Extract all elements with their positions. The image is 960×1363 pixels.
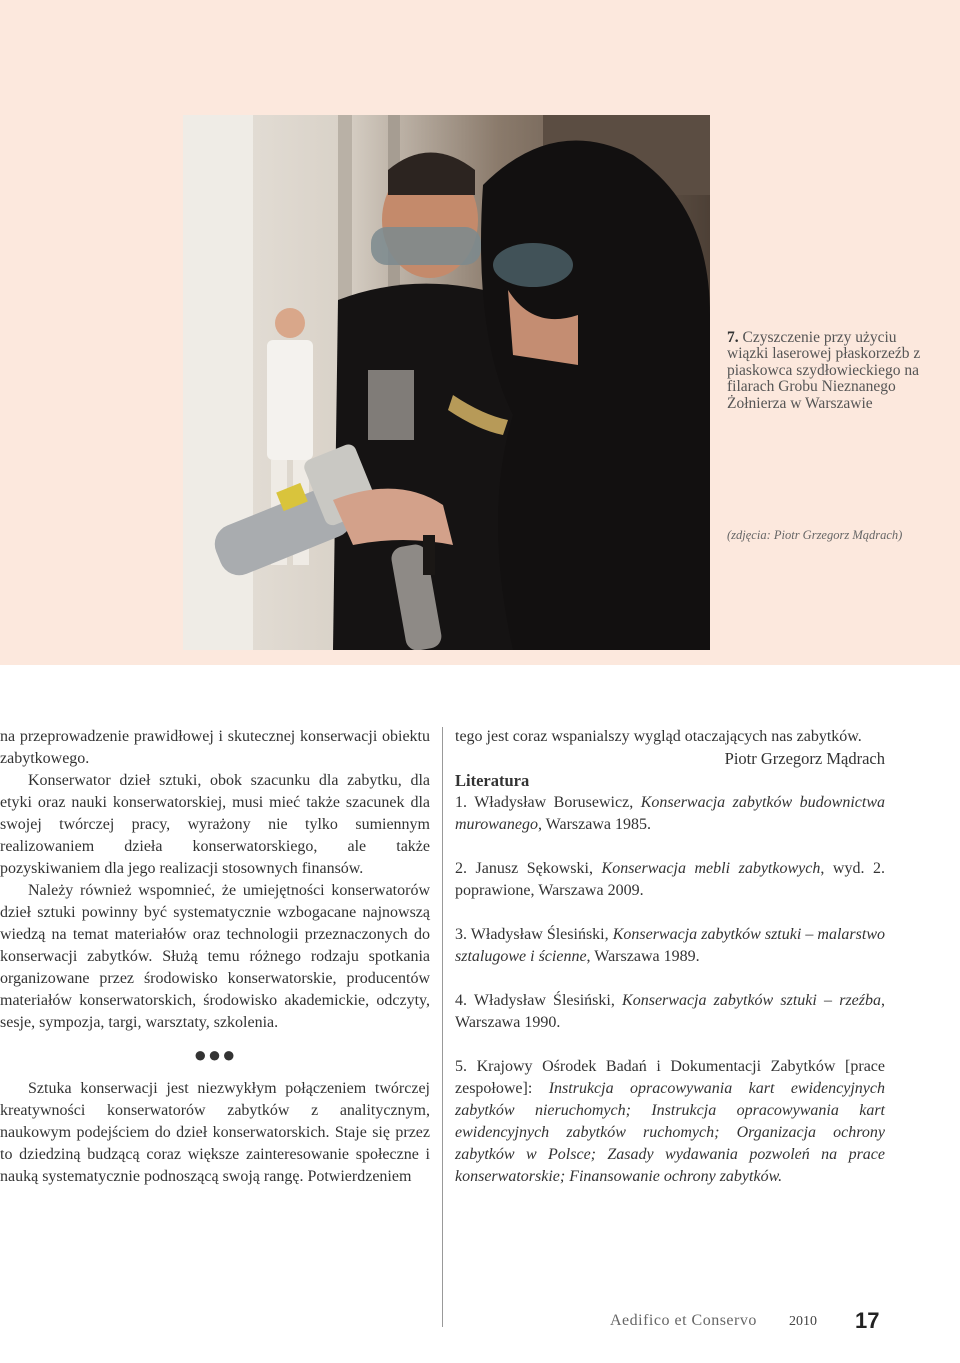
photo-credit: (zdjęcia: Piotr Grzegorz Mądrach) [727,528,903,542]
footer-year: 2010 [789,1314,817,1329]
reference-item [455,990,885,1034]
photo-laser-cleaning [183,115,710,650]
left-column [0,726,430,1188]
caption-number: 7. [727,329,739,346]
left-paragraph-4: Sztuka konserwacji jest niezwykłym połączeniem twórczej kreatywności konserwatorów zabytków z analitycznym, naukowym podejściem do dzieł konserwatorskich. Staje się przez to dziedziną budzącą coraz większe zainteresowanie społeczne i nauką systematycznie podnoszącą swoją rangę. Potwierdzeniem [0,1080,430,1185]
right-column [455,726,885,1210]
reference-item [455,858,885,902]
reference-title: Konserwacja mebli zabytkowych [601,860,821,877]
footer-journal-name: Aedifico et Conservo [610,1312,757,1329]
reference-author: 3. Władysław Ślesiński, [455,926,613,943]
photo-caption [727,330,927,412]
left-paragraph-2: Konserwator dzieł sztuki, obok szacunku dla zabytku, dla etyki oraz nauki konserwatorskiej, musi mieć także szacunek dla swojej twórczej pracy, wyrażony nie tylko sumiennym realizowaniem dzieła konserwatorskiego, ale także pozyskiwaniem dla jego realizacji stosownych finansów. [0,772,430,877]
column-divider [442,727,443,1327]
reference-author: 5. Krajowy Ośrodek Badań i Dokumentacji Zabytków [prace zespołowe]: [455,1058,885,1097]
reference-author: 2. Janusz Sękowski, [455,860,602,877]
section-separator: ●●● [193,1042,237,1067]
reference-details: , Warszawa 1989. [586,948,700,965]
reference-item [455,1056,885,1188]
reference-title: Instrukcja opracowywania kart ewidencyjnych zabytków nieruchomych; Instrukcja opracowywania kart ewidencyjnych zabytków ruchomych; Organizacja ochrony zabytków w Polsce; Zasady wydawania pozwoleń na prace konserwatorskie; Finansowanie ochrony zabytków. [455,1080,885,1185]
author-signature: Piotr Grzegorz Mądrach [724,749,885,768]
reference-title: Konserwacja zabytków sztuki – rzeźba [622,992,882,1009]
photo-illustration [183,115,710,650]
reference-author: 4. Władysław Ślesiński, [455,992,623,1009]
left-paragraph-3: Należy również wspomnieć, że umiejętności konserwatorów dzieł sztuki powinny być systematycznie wzbogacane najnowszą wiedzą na temat materiałów oraz technologii przeznaczonych do konserwacji zabytków. Służą temu różnego rodzaju spotkania organizowane przez środowisko konserwatorskie, producentów materiałów konserwatorskich, środowisko akademickie, odczyty, sesje, sympozja, targi, warsztaty, szkolenia. [0,882,430,1031]
reference-author: 1. Władysław Borusewicz, [455,794,641,811]
reference-details: , Warszawa 1990. [455,992,886,1031]
literature-heading: Literatura [455,771,530,790]
caption-text: Czyszczenie przy użyciu wiązki laserowej płaskorzeźb z piaskowca szydłowieckiego na filarach Grobu Nieznanego Żołnierza w Warszawie [727,329,921,412]
reference-title: Konserwacja zabytków budownictwa murowanego [455,794,886,833]
left-paragraph-1: na przeprowadzenie prawidłowej i skutecznej konserwacji obiektu zabytkowego. [0,728,430,767]
right-paragraph-1: tego jest coraz wspanialszy wygląd otaczających nas zabytków. [455,728,862,745]
reference-details: , wyd. 2. poprawione, Warszawa 2009. [455,860,885,899]
reference-title: Konserwacja zabytków sztuki – malarstwo sztalugowe i ścienne [455,926,885,965]
reference-item [455,792,885,836]
reference-details: , Warszawa 1985. [537,816,652,833]
page-number: 17 [855,1308,880,1333]
reference-item [455,924,885,968]
